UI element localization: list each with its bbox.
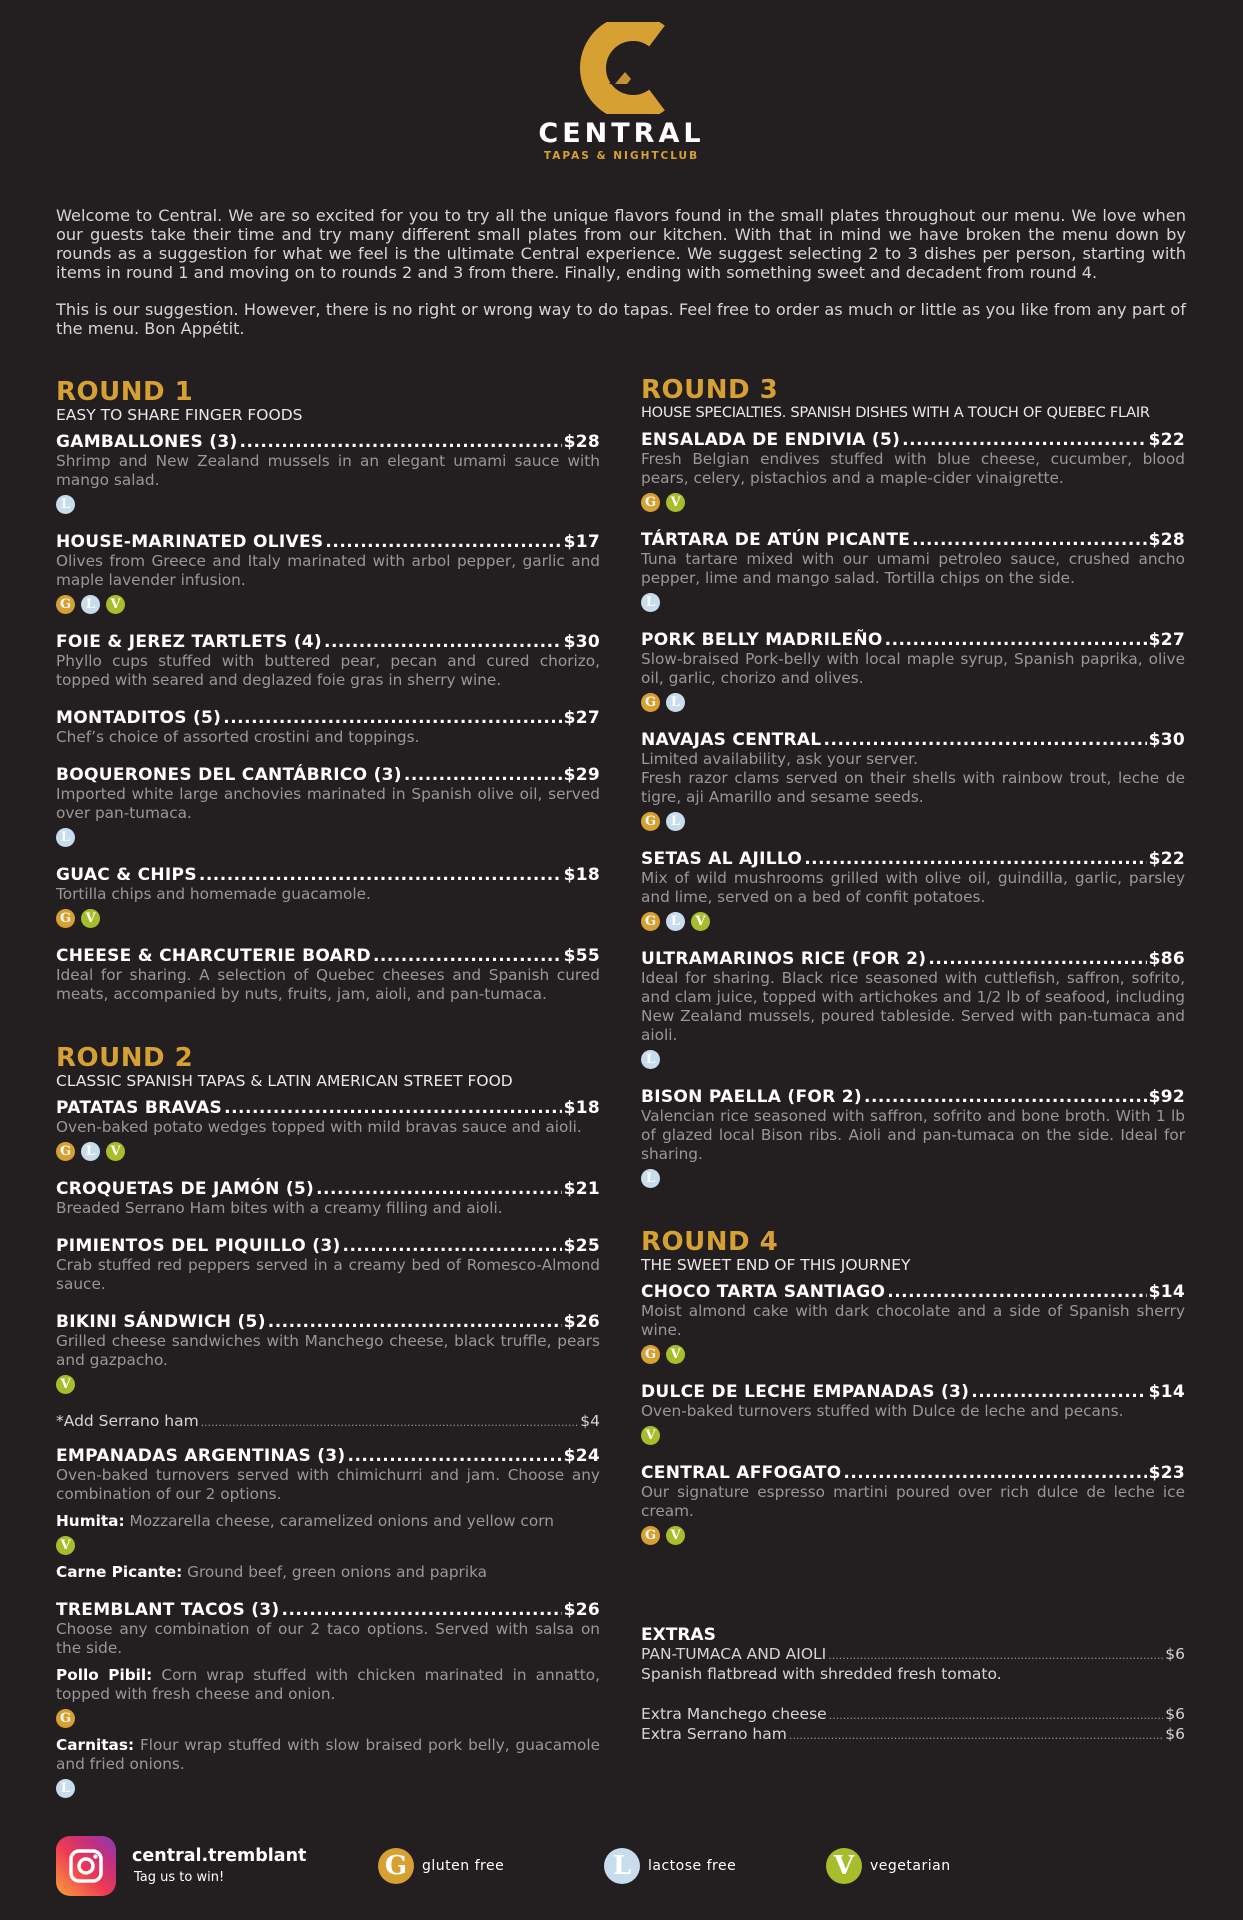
extra-price: $6 <box>1165 1705 1185 1723</box>
menu-item-empanadas <box>56 1446 600 1582</box>
menu-item <box>56 632 600 690</box>
menu-item <box>56 865 600 928</box>
dot-leader <box>789 1727 1163 1745</box>
item-description: Tortilla chips and homemade guacamole. <box>56 885 371 903</box>
item-price: $23 <box>1148 1463 1185 1483</box>
lactose-free-icon: L <box>641 1050 660 1069</box>
item-description: Moist almond cake with dark chocolate and a side of Spanish sherry wine. <box>641 1302 1185 1339</box>
round-2-section <box>56 1044 600 1798</box>
item-price: $25 <box>563 1236 600 1256</box>
menu-item <box>641 949 1185 1069</box>
intro-paragraph: Welcome to Central. We are so excited for you to try all the unique flavors found in the small plates throughout our menu. We love when our guests take their time and try many different small plates from our kitchen. With that in mind we have broken the menu down by rounds as a suggestion for what we feel is the ultimate Central experience. We suggest selecting 2 to 3 dishes per person, starting with items in round 1 and moving on to rounds 2 and 3 from there. Finally, ending with something sweet and decadent from round 4. <box>56 206 1186 282</box>
round-subtitle: CLASSIC SPANISH TAPAS & LATIN AMERICAN STREET FOOD <box>56 1072 513 1090</box>
instagram-icon[interactable] <box>56 1836 116 1896</box>
item-description: Grilled cheese sandwiches with Manchego cheese, black truffle, pears and gazpacho. <box>56 1332 600 1369</box>
option-pollo-pibil <box>56 1666 600 1704</box>
item-name: ENSALADA DE ENDIVIA (5) <box>641 430 901 450</box>
item-header <box>641 1382 1185 1402</box>
gluten-free-icon: G <box>56 1142 75 1161</box>
option-humita <box>56 1512 600 1531</box>
item-price: $21 <box>563 1179 600 1199</box>
option-text: Mozzarella cheese, caramelized onions and yellow corn <box>124 1512 554 1530</box>
item-description: Chef’s choice of assorted crostini and toppings. <box>56 728 420 746</box>
item-description: Choose any combination of our 2 taco options. Served with salsa on the side. <box>56 1620 600 1657</box>
menu-item <box>56 946 600 1004</box>
menu-item-list <box>641 430 1185 1188</box>
dot-leader <box>829 1707 1164 1725</box>
extra-label: Extra Manchego cheese <box>641 1705 827 1723</box>
item-price: $27 <box>1148 630 1185 650</box>
item-name: TREMBLANT TACOS (3) <box>56 1600 280 1620</box>
legend-gluten-free <box>378 1848 504 1884</box>
dot-leader <box>804 849 1146 869</box>
vegetarian-icon: V <box>106 1142 125 1161</box>
item-header <box>641 530 1185 550</box>
menu-item-tacos <box>56 1600 600 1798</box>
lactose-free-icon: L <box>56 1779 75 1798</box>
item-description: Oven-baked potato wedges topped with mild bravas sauce and aioli. <box>56 1118 582 1136</box>
extra-pan-tumaca <box>641 1645 1185 1665</box>
item-description: Valencian rice seasoned with saffron, sofrito and bone broth. With 1 lb of glazed local Bison ribs. Aioli and pan-tumaca on the side. Ideal for sharing. <box>641 1107 1185 1163</box>
dot-leader <box>828 1647 1163 1665</box>
item-price: $26 <box>563 1600 600 1620</box>
dot-leader <box>240 432 562 452</box>
item-price: $24 <box>563 1446 600 1466</box>
round-title: ROUND 3 <box>641 375 779 405</box>
item-description: Oven-baked turnovers served with chimichurri and jam. Choose any combination of our 2 options. <box>56 1466 600 1503</box>
diet-badges <box>56 828 600 847</box>
item-price: $27 <box>563 708 600 728</box>
item-description: Ideal for sharing. Black rice seasoned with cuttlefish, saffron, sofrito, and clam juice, topped with artichokes and 1/2 lb of seafood, including New Zealand mussels, poured tableside. Served with pan-tumaca and aioli. <box>641 969 1185 1044</box>
dot-leader <box>343 1236 562 1256</box>
item-name: DULCE DE LECHE EMPANADAS (3) <box>641 1382 970 1402</box>
dot-leader <box>885 630 1147 650</box>
item-name: CHOCO TARTA SANTIAGO <box>641 1282 886 1302</box>
item-name: PATATAS BRAVAS <box>56 1098 223 1118</box>
item-header <box>56 632 600 652</box>
gluten-free-icon: G <box>56 1709 75 1728</box>
diet-badges <box>641 1345 1185 1364</box>
diet-badges <box>56 595 600 614</box>
legend-vegetarian <box>826 1848 951 1884</box>
item-header <box>641 949 1185 969</box>
lactose-free-icon: L <box>56 828 75 847</box>
dot-leader <box>201 1413 579 1432</box>
gluten-free-icon: G <box>56 595 75 614</box>
dot-leader <box>224 1098 562 1118</box>
diet-badges <box>641 593 1185 612</box>
item-price: $22 <box>1148 430 1185 450</box>
instagram-tagline: Tag us to win! <box>134 1870 225 1885</box>
item-header <box>56 1446 600 1466</box>
menu-item <box>641 1382 1185 1445</box>
item-price: $22 <box>1148 849 1185 869</box>
option-carne-picante <box>56 1563 600 1582</box>
vegetarian-icon: V <box>56 1375 75 1394</box>
menu-item <box>56 1312 600 1394</box>
item-description: Fresh Belgian endives stuffed with blue cheese, cucumber, blood pears, celery, pistachios and a maple-cider vinaigrette. <box>641 450 1185 487</box>
gluten-free-icon: G <box>378 1848 414 1884</box>
dot-leader <box>282 1600 562 1620</box>
menu-item <box>641 530 1185 612</box>
legend-label: lactose free <box>648 1858 737 1874</box>
extras-section <box>641 1625 1185 1745</box>
item-name: PIMIENTOS DEL PIQUILLO (3) <box>56 1236 341 1256</box>
dot-leader <box>347 1446 561 1466</box>
item-name: FOIE & JEREZ TARTLETS (4) <box>56 632 322 652</box>
round-title: ROUND 2 <box>56 1043 194 1073</box>
round-title: ROUND 1 <box>56 377 194 407</box>
item-header <box>56 1179 600 1199</box>
legend-label: gluten free <box>422 1858 505 1874</box>
central-c-logo-icon <box>579 22 665 114</box>
dot-leader <box>887 1282 1146 1302</box>
item-header <box>56 865 600 885</box>
diet-badges <box>56 495 600 514</box>
dot-leader <box>373 946 562 966</box>
lactose-free-icon: L <box>666 693 685 712</box>
gluten-free-icon: G <box>641 693 660 712</box>
menu-item <box>56 1179 600 1218</box>
brand-subtitle: TAPAS & NIGHTCLUB <box>543 150 700 162</box>
item-price: $17 <box>563 532 600 552</box>
diet-badges <box>56 1375 600 1394</box>
extra-price: $6 <box>1165 1645 1185 1663</box>
diet-badges <box>56 1536 600 1555</box>
gluten-free-icon: G <box>641 1526 660 1545</box>
gluten-free-icon: G <box>641 912 660 931</box>
lactose-free-icon: L <box>666 812 685 831</box>
diet-badges <box>641 1426 1185 1445</box>
dot-leader <box>864 1087 1147 1107</box>
gluten-free-icon: G <box>56 909 75 928</box>
dot-leader <box>325 532 561 552</box>
option-label: Pollo Pibil: <box>56 1666 153 1684</box>
item-header <box>641 1087 1185 1107</box>
gluten-free-icon: G <box>641 493 660 512</box>
item-description: Phyllo cups stuffed with buttered pear, pecan and cured chorizo, topped with seared and deglazed foie gras in sherry wine. <box>56 652 600 689</box>
menu-item <box>56 1236 600 1294</box>
vegetarian-icon: V <box>81 909 100 928</box>
addon-price: $4 <box>580 1412 600 1430</box>
round-title: ROUND 4 <box>641 1227 779 1257</box>
item-name: CROQUETAS DE JAMÓN (5) <box>56 1179 315 1199</box>
diet-badges <box>56 1779 600 1798</box>
item-price: $14 <box>1148 1382 1185 1402</box>
round-subtitle: HOUSE SPECIALTIES. SPANISH DISHES WITH A TOUCH OF QUEBEC FLAIR <box>641 404 1150 421</box>
extra-label: PAN-TUMACA AND AIOLI <box>641 1645 827 1663</box>
extra-label: Extra Serrano ham <box>641 1725 787 1743</box>
vegetarian-icon: V <box>666 1526 685 1545</box>
menu-item-list <box>56 432 600 1004</box>
gluten-free-icon: G <box>641 812 660 831</box>
dot-leader <box>928 949 1146 969</box>
extras-title: EXTRAS <box>641 1625 716 1645</box>
lactose-free-icon: L <box>56 495 75 514</box>
option-label: Carne Picante: <box>56 1563 183 1581</box>
item-header <box>641 1282 1185 1302</box>
item-name: SETAS AL AJILLO <box>641 849 803 869</box>
menu-item <box>56 765 600 847</box>
menu-item <box>56 432 600 514</box>
brand-logo <box>0 22 1243 162</box>
extra-price: $6 <box>1165 1725 1185 1743</box>
item-header <box>56 1236 600 1256</box>
item-name: EMPANADAS ARGENTINAS (3) <box>56 1446 346 1466</box>
item-description: Crab stuffed red peppers served in a creamy bed of Romesco-Almond sauce. <box>56 1256 600 1293</box>
gluten-free-icon: G <box>641 1345 660 1364</box>
menu-item <box>641 849 1185 931</box>
diet-badges <box>56 1142 600 1161</box>
item-price: $14 <box>1148 1282 1185 1302</box>
round-1-section <box>56 378 600 1004</box>
dot-leader <box>268 1312 562 1332</box>
diet-badges <box>641 693 1185 712</box>
lactose-free-icon: L <box>604 1848 640 1884</box>
item-description: Oven-baked turnovers stuffed with Dulce de leche and pecans. <box>641 1402 1124 1420</box>
vegetarian-icon: V <box>666 1345 685 1364</box>
dot-leader <box>199 865 562 885</box>
dot-leader <box>316 1179 562 1199</box>
menu-item <box>56 532 600 614</box>
lactose-free-icon: L <box>81 1142 100 1161</box>
item-header <box>56 432 600 452</box>
legend-lactose-free <box>604 1848 736 1884</box>
menu-item <box>56 708 600 747</box>
menu-item <box>641 1282 1185 1364</box>
vegetarian-icon: V <box>666 493 685 512</box>
item-price: $29 <box>563 765 600 785</box>
item-price: $18 <box>563 1098 600 1118</box>
round-3-section <box>641 376 1185 1188</box>
item-header <box>56 1098 600 1118</box>
lactose-free-icon: L <box>641 1169 660 1188</box>
lactose-free-icon: L <box>81 595 100 614</box>
item-header <box>56 765 600 785</box>
dot-leader <box>324 632 562 652</box>
item-name: GUAC & CHIPS <box>56 865 197 885</box>
vegetarian-icon: V <box>826 1848 862 1884</box>
option-label: Humita: <box>56 1512 125 1530</box>
lactose-free-icon: L <box>641 593 660 612</box>
item-header <box>56 1600 600 1620</box>
dot-leader <box>824 730 1147 750</box>
item-name: BISON PAELLA (FOR 2) <box>641 1087 862 1107</box>
extra-serrano <box>641 1725 1185 1745</box>
option-text: Corn wrap stuffed with chicken marinated in annatto, topped with fresh cheese and onion. <box>56 1666 600 1703</box>
diet-badges <box>56 1709 600 1728</box>
item-price: $30 <box>1148 730 1185 750</box>
vegetarian-icon: V <box>691 912 710 931</box>
option-text: Flour wrap stuffed with slow braised pork belly, guacamole and fried onions. <box>56 1736 600 1773</box>
extra-manchego <box>641 1705 1185 1725</box>
menu-item-list <box>56 1098 600 1394</box>
diet-badges <box>56 909 600 928</box>
item-header <box>641 730 1185 750</box>
item-name: NAVAJAS CENTRAL <box>641 730 822 750</box>
left-column <box>56 378 600 1816</box>
diet-badges <box>641 1169 1185 1188</box>
lactose-free-icon: L <box>666 912 685 931</box>
item-price: $26 <box>563 1312 600 1332</box>
right-column <box>641 376 1185 1745</box>
round-subtitle: THE SWEET END OF THIS JOURNEY <box>641 1256 911 1274</box>
item-header <box>641 430 1185 450</box>
item-description: Tuna tartare mixed with our umami petroleo sauce, crushed ancho pepper, lime and mango salad. Tortilla chips on the side. <box>641 550 1185 587</box>
item-name: TÁRTARA DE ATÚN PICANTE <box>641 530 911 550</box>
item-description: Limited availability, ask your server. Fresh razor clams served on their shells with rainbow trout, leche de tigre, aji Amarillo and sesame seeds. <box>641 750 1185 806</box>
item-price: $55 <box>563 946 600 966</box>
diet-badges <box>641 1050 1185 1069</box>
item-name: MONTADITOS (5) <box>56 708 222 728</box>
menu-item <box>641 730 1185 831</box>
round-subtitle: EASY TO SHARE FINGER FOODS <box>56 406 303 424</box>
item-header <box>641 630 1185 650</box>
item-description: Slow-braised Pork-belly with local maple syrup, Spanish paprika, olive oil, garlic, chorizo and olives. <box>641 650 1185 687</box>
vegetarian-icon: V <box>106 595 125 614</box>
item-name: BOQUERONES DEL CANTÁBRICO (3) <box>56 765 402 785</box>
diet-badges <box>641 912 1185 931</box>
menu-item <box>56 1098 600 1161</box>
item-description: Imported white large anchovies marinated in Spanish olive oil, served over pan-tumaca. <box>56 785 600 822</box>
item-name: ULTRAMARINOS RICE (FOR 2) <box>641 949 927 969</box>
intro-paragraph: This is our suggestion. However, there is no right or wrong way to do tapas. Feel free to order as much or little as you like from any part of the menu. Bon Appétit. <box>56 300 1186 338</box>
vegetarian-icon: V <box>56 1536 75 1555</box>
dot-leader <box>971 1382 1146 1402</box>
item-name: BIKINI SÁNDWICH (5) <box>56 1312 266 1332</box>
item-header <box>56 532 600 552</box>
diet-badges <box>641 1526 1185 1545</box>
option-carnitas <box>56 1736 600 1774</box>
menu-item <box>641 1463 1185 1545</box>
item-header <box>56 708 600 728</box>
item-name: HOUSE-MARINATED OLIVES <box>56 532 324 552</box>
dot-leader <box>843 1463 1146 1483</box>
item-header <box>641 849 1185 869</box>
dot-leader <box>223 708 561 728</box>
item-price: $18 <box>563 865 600 885</box>
item-description: Ideal for sharing. A selection of Quebec cheeses and Spanish cured meats, accompanied by nuts, fruits, jam, aioli, and pan-tumaca. <box>56 966 600 1003</box>
dot-leader <box>912 530 1146 550</box>
footer <box>56 1836 1186 1898</box>
item-description: Shrimp and New Zealand mussels in an elegant umami sauce with mango salad. <box>56 452 600 489</box>
addon-serrano-ham <box>56 1412 600 1432</box>
item-header <box>56 946 600 966</box>
item-price: $86 <box>1148 949 1185 969</box>
dot-leader <box>404 765 562 785</box>
diet-badges <box>641 493 1185 512</box>
item-name: GAMBALLONES (3) <box>56 432 238 452</box>
extra-note: Spanish flatbread with shredded fresh tomato. <box>641 1665 1002 1683</box>
item-price: $30 <box>563 632 600 652</box>
diet-badges <box>641 812 1185 831</box>
item-description: Our signature espresso martini poured over rich dulce de leche ice cream. <box>641 1483 1185 1520</box>
item-header <box>56 1312 600 1332</box>
legend-label: vegetarian <box>870 1858 951 1874</box>
item-description: Mix of wild mushrooms grilled with olive oil, guindilla, garlic, parsley and lime, served on a bed of confit potatoes. <box>641 869 1185 906</box>
instagram-handle[interactable]: central.tremblant <box>132 1846 307 1866</box>
item-name: CENTRAL AFFOGATO <box>641 1463 842 1483</box>
item-header <box>641 1463 1185 1483</box>
round-4-section <box>641 1228 1185 1545</box>
menu-item <box>641 1087 1185 1188</box>
item-description: Olives from Greece and Italy marinated with arbol pepper, garlic and maple lavender infusion. <box>56 552 600 589</box>
menu-item <box>641 430 1185 512</box>
item-name: PORK BELLY MADRILEÑO <box>641 630 883 650</box>
vegetarian-icon: V <box>641 1426 660 1445</box>
dot-leader <box>902 430 1146 450</box>
brand-name: CENTRAL <box>538 118 705 149</box>
item-price: $28 <box>1148 530 1185 550</box>
option-label: Carnitas: <box>56 1736 135 1754</box>
intro-text <box>56 206 1186 356</box>
option-text: Ground beef, green onions and paprika <box>182 1563 488 1581</box>
item-name: CHEESE & CHARCUTERIE BOARD <box>56 946 371 966</box>
item-price: $92 <box>1148 1087 1185 1107</box>
item-description: Breaded Serrano Ham bites with a creamy filling and aioli. <box>56 1199 503 1217</box>
item-price: $28 <box>563 432 600 452</box>
addon-label: *Add Serrano ham <box>56 1412 199 1430</box>
menu-item-list <box>641 1282 1185 1545</box>
menu-item <box>641 630 1185 712</box>
